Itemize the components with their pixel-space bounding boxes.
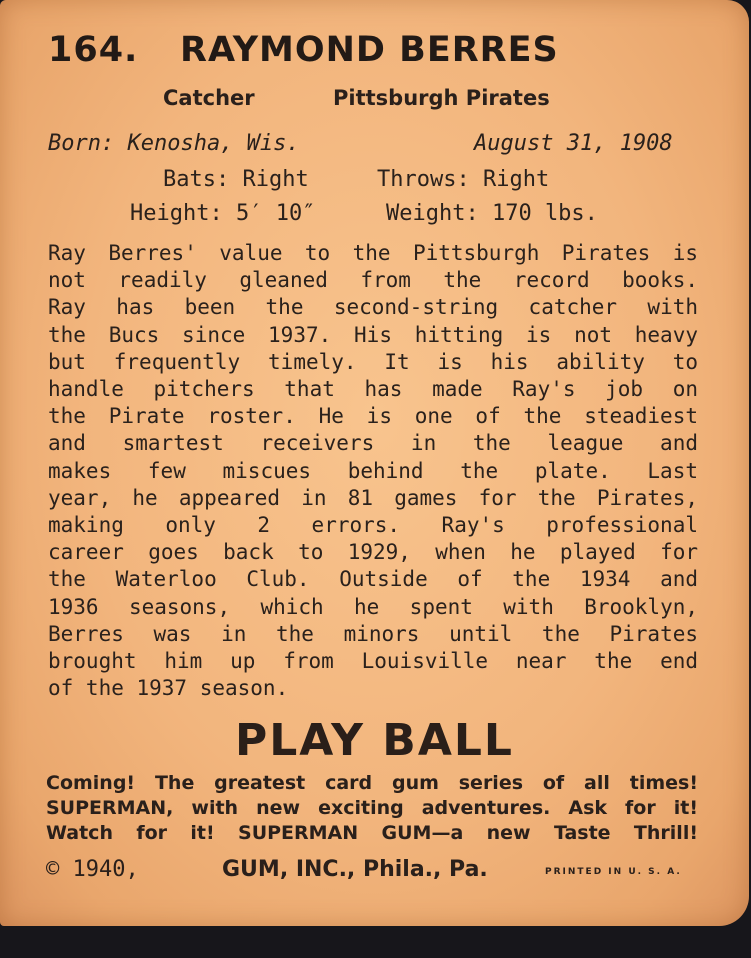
bats: Bats: Right	[163, 167, 309, 192]
player-name: RAYMOND BERRES	[180, 30, 559, 70]
birthplace: Born: Kenosha, Wis.	[48, 131, 300, 156]
play-ball-headline: PLAY BALL	[235, 715, 514, 766]
birth-date: August 31, 1908	[474, 131, 673, 156]
bio-line: of the 1937 season.	[48, 676, 289, 701]
bio-line: making only 2 errors. Ray's professional	[48, 513, 698, 538]
throws: Throws: Right	[377, 167, 550, 192]
player-position: Catcher	[163, 86, 255, 110]
card-title	[48, 30, 559, 70]
printed-in-usa: PRINTED IN U. S. A.	[545, 867, 682, 877]
card-number: 164.	[48, 30, 139, 70]
bio-line: Ray Berres' value to the Pittsburgh Pirates is	[48, 241, 698, 265]
bio-line: year, he appeared in 81 games for the Pirates,	[48, 485, 698, 510]
bio-line: makes few miscues behind the plate. Last	[48, 458, 698, 483]
ad-line: Watch for it! SUPERMAN GUM—a new Taste Thrill!	[46, 822, 698, 844]
superman-gum-ad	[46, 771, 698, 846]
bio-line: handle pitchers that has made Ray's job on	[48, 377, 698, 402]
bio-line: 1936 seasons, which he spent with Brooklyn,	[48, 594, 698, 619]
bio-line: but frequently timely. It is his ability to	[48, 349, 698, 374]
bio-line: brought him up from Louisville near the end	[48, 649, 698, 674]
bio-line: and smartest receivers in the league and	[48, 431, 698, 456]
ad-line: SUPERMAN, with new exciting adventures. Ask for it!	[46, 797, 698, 819]
height: Height: 5′ 10″	[130, 201, 316, 226]
bio-line: the Pirate roster. He is one of the steadiest	[48, 404, 698, 429]
ad-line: Coming! The greatest card gum series of all times!	[46, 772, 698, 794]
publisher: GUM, INC., Phila., Pa.	[222, 857, 488, 882]
bio-line: not readily gleaned from the record books.	[48, 268, 698, 293]
bio-line: the Waterloo Club. Outside of the 1934 and	[48, 567, 698, 592]
player-team: Pittsburgh Pirates	[333, 86, 550, 110]
bio-line: Berres was in the minors until the Pirates	[48, 621, 698, 646]
bio-line: Ray has been the second-string catcher with	[48, 295, 698, 320]
player-biography	[48, 240, 698, 702]
bio-line: the Bucs since 1937. His hitting is not heavy	[48, 322, 698, 347]
bio-line: career goes back to 1929, when he played for	[48, 540, 698, 565]
copyright: © 1940,	[46, 857, 139, 882]
weight: Weight: 170 lbs.	[386, 201, 598, 226]
